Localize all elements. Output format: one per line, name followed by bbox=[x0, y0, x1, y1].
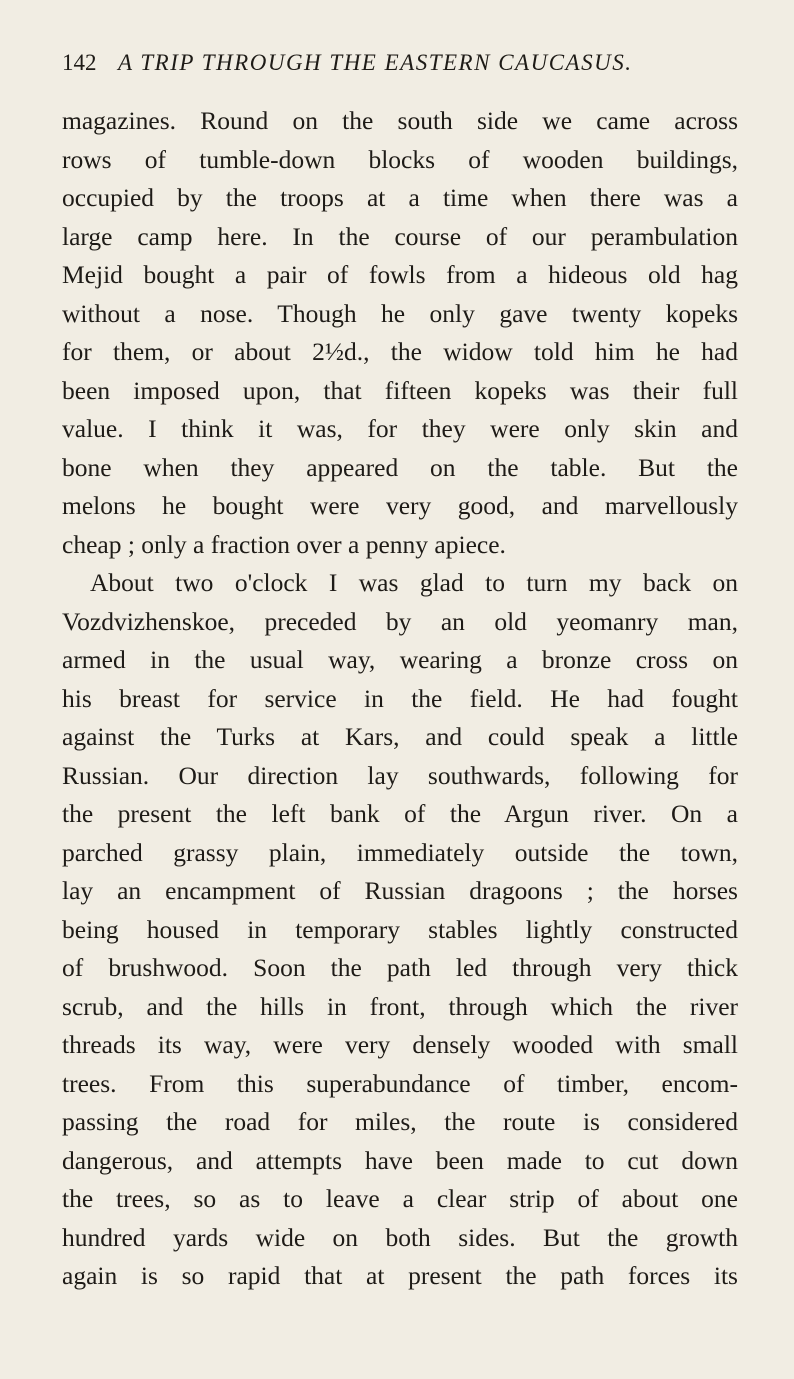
text-line: value. I think it was, for they were only skin and bbox=[62, 414, 738, 443]
text-line: scrub, and the hills in front, through which the river bbox=[62, 991, 738, 1021]
text-line: bone when they appeared on the table. But the bbox=[62, 452, 738, 482]
text-line: lay an encampment of Russian dragoons ; the horses bbox=[62, 876, 738, 905]
text-line: dangerous, and attempts have been made to cut down bbox=[62, 1145, 738, 1175]
text-line: magazines. Round on the south side we came across bbox=[62, 106, 738, 135]
page-number: 142 bbox=[62, 50, 97, 75]
text-line: armed in the usual way, wearing a bronze cross on bbox=[62, 645, 738, 674]
text-line: again is so rapid that at present the path forces its bbox=[62, 1261, 738, 1290]
text-line: of brushwood. Soon the path led through very thick bbox=[62, 953, 738, 982]
text-line: large camp here. In the course of our perambulation bbox=[62, 221, 738, 251]
text-line: Russian. Our direction lay southwards, following for bbox=[62, 760, 738, 790]
text-line: Vozdvizhenskoe, preceded by an old yeomanry man, bbox=[62, 606, 738, 636]
text-line: his breast for service in the field. He had fought bbox=[62, 683, 738, 713]
text-line: being housed in temporary stables lightly constructed bbox=[62, 914, 738, 944]
text-line: against the Turks at Kars, and could speak a little bbox=[62, 722, 738, 751]
text-line: occupied by the troops at a time when there was a bbox=[62, 183, 738, 212]
text-line: without a nose. Though he only gave twenty kopeks bbox=[62, 298, 738, 328]
text-line: parched grassy plain, immediately outside the town, bbox=[62, 837, 738, 867]
text-line: hundred yards wide on both sides. But the growth bbox=[62, 1222, 738, 1252]
text-line: trees. From this superabundance of timber, encom- bbox=[62, 1068, 738, 1098]
text-line: rows of tumble-down blocks of wooden buildings, bbox=[62, 144, 738, 174]
text-line: the trees, so as to leave a clear strip of about one bbox=[62, 1184, 738, 1213]
text-line: for them, or about 2½d., the widow told him he had bbox=[62, 337, 738, 366]
text-line: passing the road for miles, the route is considered bbox=[62, 1107, 738, 1136]
running-title: A TRIP THROUGH THE EASTERN CAUCASUS. bbox=[118, 50, 633, 75]
text-line: Mejid bought a pair of fowls from a hideous old hag bbox=[62, 260, 738, 289]
text-line: threads its way, were very densely wooded with small bbox=[62, 1030, 738, 1059]
text-line: been imposed upon, that fifteen kopeks was their full bbox=[62, 375, 738, 405]
text-line: the present the left bank of the Argun river. On a bbox=[62, 799, 738, 828]
text-line: melons he bought were very good, and marvellously bbox=[62, 491, 738, 520]
paragraph-end-line: cheap ; only a fraction over a penny apiece. bbox=[62, 529, 506, 559]
paragraph-start-line: About two o'clock I was glad to turn my back on bbox=[90, 568, 738, 597]
body-text bbox=[62, 102, 738, 1296]
page-header bbox=[62, 50, 742, 86]
